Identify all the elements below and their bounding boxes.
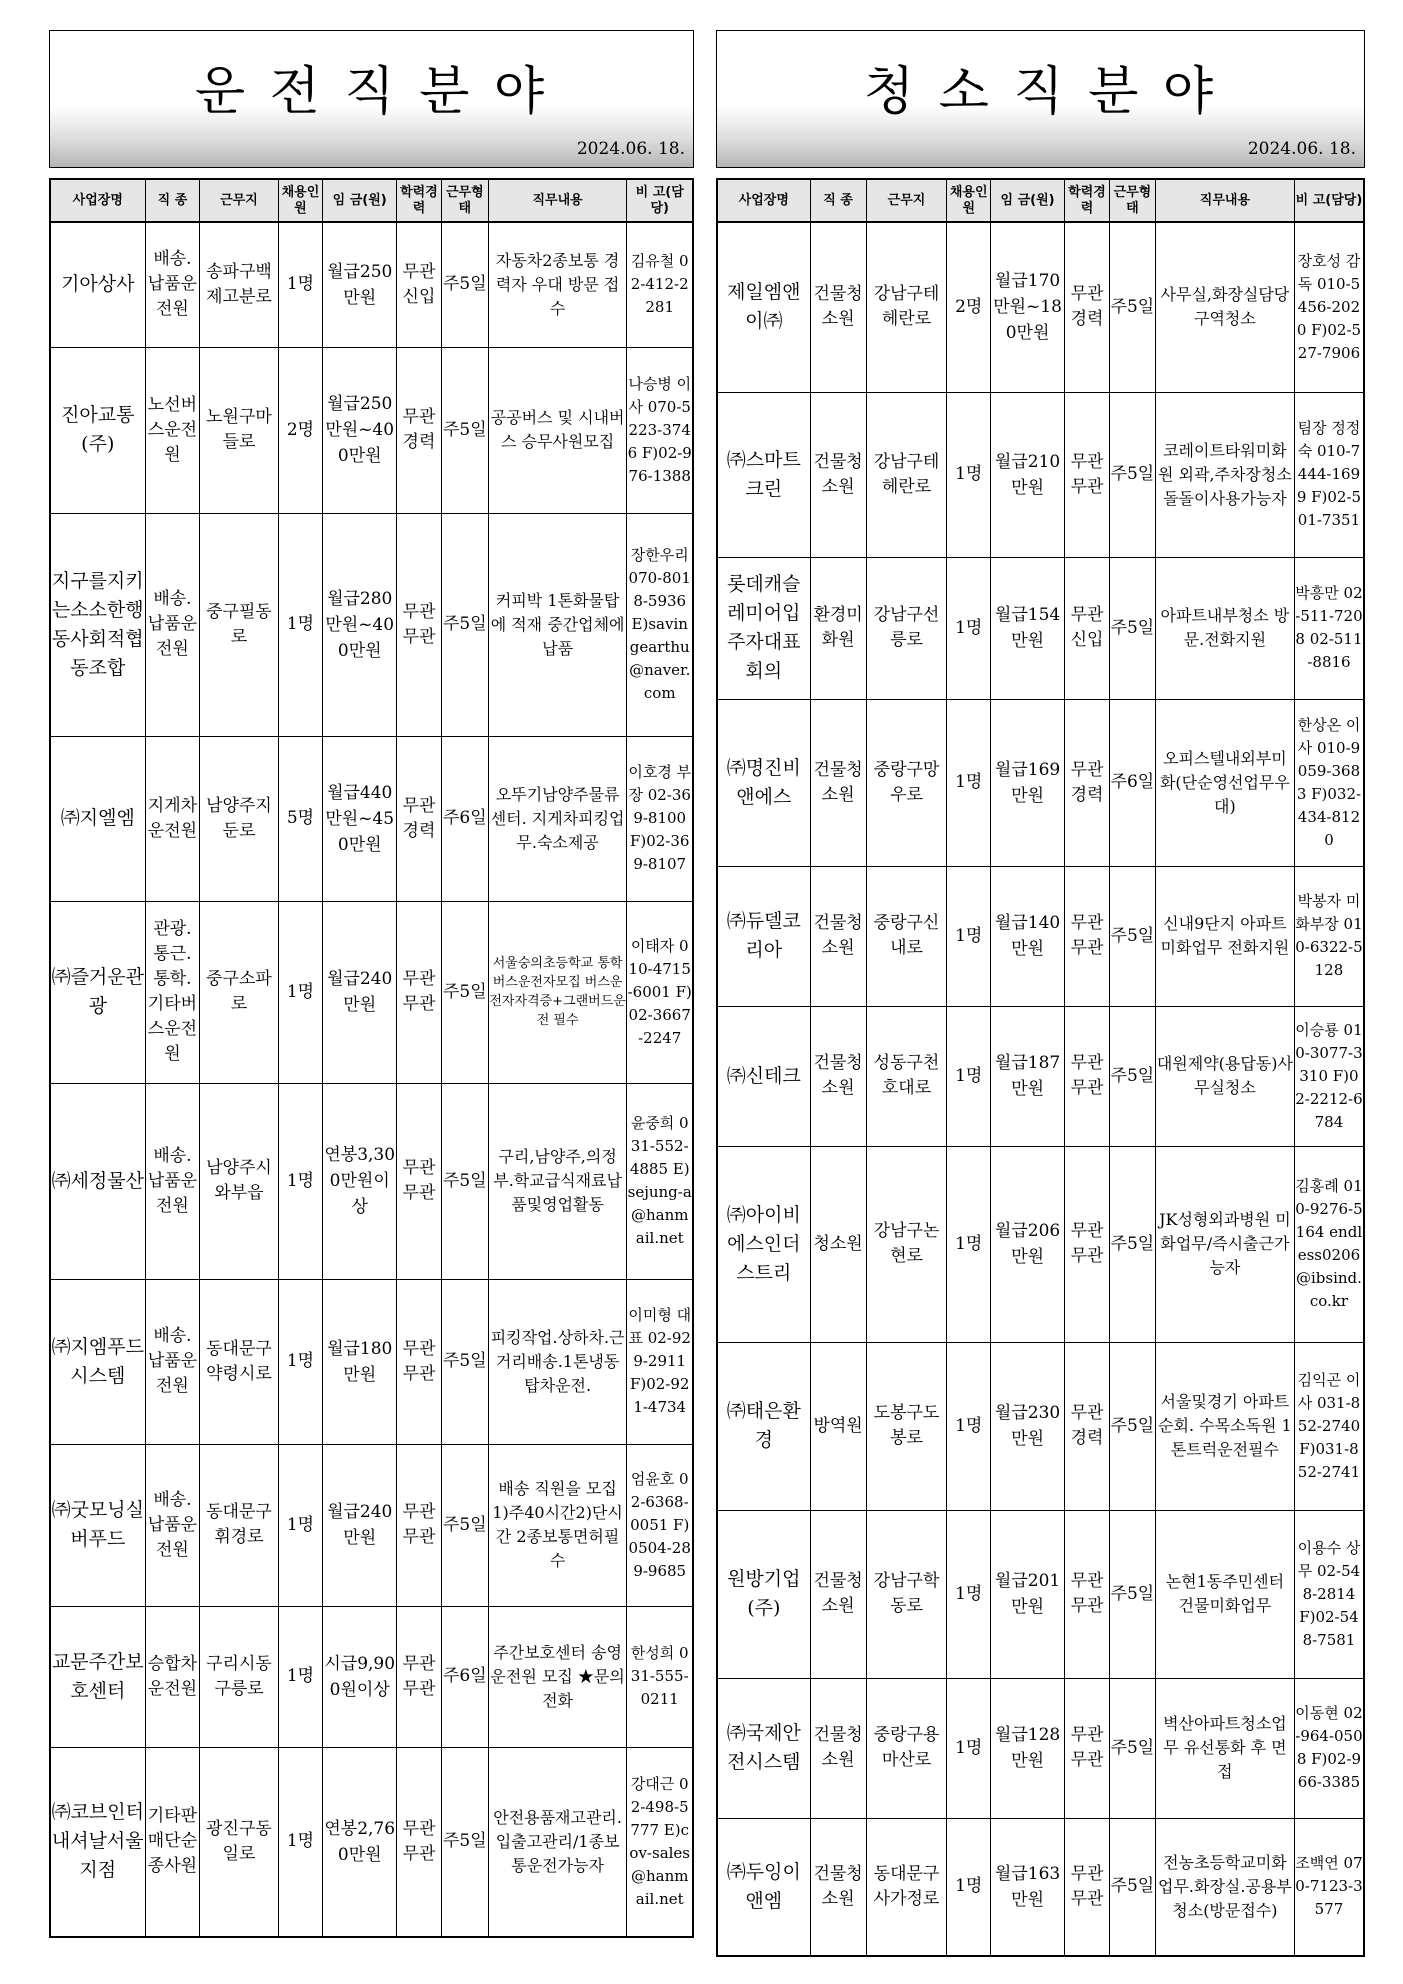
- work-schedule: 주5일: [1109, 1342, 1155, 1510]
- table-row: [717, 1818, 1364, 1956]
- wage: 월급440만원~450만원: [323, 736, 397, 901]
- driving-date: 2024.06. 18.: [576, 139, 685, 159]
- job-duties: 아파트내부청소 방문.전화지원: [1155, 557, 1294, 699]
- hire-count: 1명: [947, 1678, 991, 1818]
- hire-count: 5명: [278, 736, 323, 901]
- job-duties: 논현1동주민센터 건물미화업무: [1155, 1510, 1294, 1678]
- hire-count: 1명: [947, 1006, 991, 1146]
- driving-panel: [49, 30, 694, 1908]
- company-name: ㈜명진비앤에스: [717, 699, 810, 866]
- work-location: 중구소파로: [200, 901, 278, 1083]
- table-row: [50, 222, 693, 347]
- company-name: ㈜듀델코리아: [717, 866, 810, 1006]
- wage: 월급170만원~180만원: [991, 222, 1065, 392]
- hire-count: 2명: [947, 222, 991, 392]
- table-row: [50, 1083, 693, 1279]
- column-header: 임 금(원): [991, 179, 1065, 222]
- education-experience: 무관신입: [397, 222, 442, 347]
- cleaning-jobs-table: [716, 178, 1365, 1957]
- job-type: 배송.납품운전원: [145, 1444, 200, 1606]
- hire-count: 1명: [278, 1279, 323, 1444]
- table-row: [717, 1678, 1364, 1818]
- company-name: 원방기업(주): [717, 1510, 810, 1678]
- hire-count: 2명: [278, 347, 323, 513]
- column-header: 임 금(원): [323, 179, 397, 222]
- contact-info: 이용수 상무 02-548-2814 F)02-548-7581: [1294, 1510, 1364, 1678]
- work-schedule: 주6일: [441, 1606, 488, 1747]
- table-row: [50, 1747, 693, 1937]
- job-duties: 전농초등학교미화업무.화장실.공용부청소(방문접수): [1155, 1818, 1294, 1956]
- hire-count: 1명: [947, 699, 991, 866]
- job-type: 건물청소원: [810, 1678, 866, 1818]
- education-experience: 무관무관: [397, 1444, 442, 1606]
- contact-info: 한상온 이사 010-9059-3683 F)032-434-8120: [1294, 699, 1364, 866]
- column-header: 직무내용: [488, 179, 627, 222]
- wage: 시급9,900원이상: [323, 1606, 397, 1747]
- company-name: ㈜태은환경: [717, 1342, 810, 1510]
- wage: 월급201만원: [991, 1510, 1065, 1678]
- company-name: 롯데캐슬레미어입주자대표회의: [717, 557, 810, 699]
- job-duties: 배송 직원을 모집 1)주40시간2)단시간 2종보통면허필수: [488, 1444, 627, 1606]
- wage: 월급210만원: [991, 392, 1065, 557]
- hire-count: 1명: [947, 866, 991, 1006]
- wage: 월급163만원: [991, 1818, 1065, 1956]
- work-location: 남양주지둔로: [200, 736, 278, 901]
- job-duties: 신내9단지 아파트 미화업무 전화지원: [1155, 866, 1294, 1006]
- job-duties: 공공버스 및 시내버스 승무사원모집: [488, 347, 627, 513]
- education-experience: 무관무관: [1065, 1146, 1110, 1342]
- table-row: [717, 866, 1364, 1006]
- work-schedule: 주5일: [1109, 222, 1155, 392]
- education-experience: 무관무관: [1065, 1006, 1110, 1146]
- job-duties: 안전용품재고관리.입출고관리/1종보통운전가능자: [488, 1747, 627, 1937]
- wage: 월급250만원: [323, 222, 397, 347]
- work-schedule: 주5일: [1109, 1006, 1155, 1146]
- education-experience: 무관경력: [397, 347, 442, 513]
- job-type: 건물청소원: [810, 699, 866, 866]
- column-header: 근무형태: [441, 179, 488, 222]
- work-location: 남양주시와부읍: [200, 1083, 278, 1279]
- column-header: 직 종: [145, 179, 200, 222]
- cleaning-date: 2024.06. 18.: [1247, 139, 1356, 159]
- education-experience: 무관경력: [1065, 1342, 1110, 1510]
- table-row: [50, 347, 693, 513]
- hire-count: 1명: [278, 901, 323, 1083]
- hire-count: 1명: [278, 513, 323, 736]
- hire-count: 1명: [947, 557, 991, 699]
- work-location: 강남구논현로: [866, 1146, 947, 1342]
- job-type: 노선버스운전원: [145, 347, 200, 513]
- table-row: [50, 1444, 693, 1606]
- column-header: 채용인원: [278, 179, 323, 222]
- table-row: [50, 736, 693, 901]
- company-name: 제일엠앤이㈜: [717, 222, 810, 392]
- column-header: 비 고(담당): [1294, 179, 1364, 222]
- company-name: ㈜신테크: [717, 1006, 810, 1146]
- company-name: ㈜국제안전시스템: [717, 1678, 810, 1818]
- work-schedule: 주5일: [441, 1444, 488, 1606]
- wage: 월급128만원: [991, 1678, 1065, 1818]
- hire-count: 1명: [947, 1146, 991, 1342]
- hire-count: 1명: [278, 222, 323, 347]
- education-experience: 무관무관: [1065, 1510, 1110, 1678]
- company-name: ㈜스마트크린: [717, 392, 810, 557]
- company-name: 기아상사: [50, 222, 145, 347]
- education-experience: 무관무관: [397, 1606, 442, 1747]
- contact-info: 박흥만 02-511-7208 02-511-8816: [1294, 557, 1364, 699]
- work-schedule: 주6일: [1109, 699, 1155, 866]
- work-location: 중랑구망우로: [866, 699, 947, 866]
- driving-jobs-table: [49, 178, 694, 1938]
- contact-info: 장한우리 070-8018-5936 E)savingearthu@naver.com: [627, 513, 693, 736]
- wage: 월급154만원: [991, 557, 1065, 699]
- contact-info: 이미형 대표 02-929-2911 F)02-921-4734: [627, 1279, 693, 1444]
- table-row: [50, 1279, 693, 1444]
- wage: 월급180만원: [323, 1279, 397, 1444]
- column-header: 학력경력: [397, 179, 442, 222]
- contact-info: 이호경 부장 02-369-8100 F)02-369-8107: [627, 736, 693, 901]
- work-location: 중랑구신내로: [866, 866, 947, 1006]
- contact-info: 팀장 정정숙 010-7444-1699 F)02-501-7351: [1294, 392, 1364, 557]
- work-location: 중구필동로: [200, 513, 278, 736]
- work-schedule: 주5일: [1109, 557, 1155, 699]
- job-duties: 오뚜기남양주물류센터. 지게차피킹업무.숙소제공: [488, 736, 627, 901]
- education-experience: 무관무관: [397, 901, 442, 1083]
- wage: 월급187만원: [991, 1006, 1065, 1146]
- contact-info: 이동현 02-964-0508 F)02-966-3385: [1294, 1678, 1364, 1818]
- table-row: [717, 1006, 1364, 1146]
- education-experience: 무관무관: [397, 1279, 442, 1444]
- wage: 연봉2,760만원: [323, 1747, 397, 1937]
- contact-info: 엄윤호 02-6368-0051 F)0504-289-9685: [627, 1444, 693, 1606]
- column-header: 직무내용: [1155, 179, 1294, 222]
- company-name: 교문주간보호센터: [50, 1606, 145, 1747]
- company-name: ㈜지엠푸드시스템: [50, 1279, 145, 1444]
- work-schedule: 주5일: [1109, 392, 1155, 557]
- education-experience: 무관무관: [397, 513, 442, 736]
- work-schedule: 주5일: [441, 347, 488, 513]
- job-type: 환경미화원: [810, 557, 866, 699]
- work-location: 송파구백제고분로: [200, 222, 278, 347]
- company-name: ㈜아이비에스인더스트리: [717, 1146, 810, 1342]
- job-duties: 사무실,화장실담당구역청소: [1155, 222, 1294, 392]
- work-schedule: 주5일: [1109, 1678, 1155, 1818]
- work-location: 강남구선릉로: [866, 557, 947, 699]
- job-type: 기타판매단순종사원: [145, 1747, 200, 1937]
- work-schedule: 주5일: [441, 1083, 488, 1279]
- job-duties: 구리,남양주,의정부.학교급식재료납품및영업활동: [488, 1083, 627, 1279]
- job-duties: 코레이트타워미화원 외곽,주차장청소 돌돌이사용가능자: [1155, 392, 1294, 557]
- work-location: 노원구마들로: [200, 347, 278, 513]
- contact-info: 김유철 02-412-2281: [627, 222, 693, 347]
- driving-title: 운 전 직 분 야: [194, 62, 549, 122]
- education-experience: 무관경력: [1065, 699, 1110, 866]
- work-location: 강남구학동로: [866, 1510, 947, 1678]
- work-schedule: 주5일: [1109, 1510, 1155, 1678]
- job-duties: 대원제약(용답동)사무실청소: [1155, 1006, 1294, 1146]
- job-type: 배송.납품운전원: [145, 513, 200, 736]
- work-schedule: 주5일: [1109, 866, 1155, 1006]
- column-header: 근무지: [866, 179, 947, 222]
- work-schedule: 주5일: [441, 1747, 488, 1937]
- table-row: [717, 1146, 1364, 1342]
- contact-info: 한성희 031-555-0211: [627, 1606, 693, 1747]
- contact-info: 장호성 감독 010-5456-2020 F)02-527-7906: [1294, 222, 1364, 392]
- education-experience: 무관경력: [397, 736, 442, 901]
- hire-count: 1명: [278, 1747, 323, 1937]
- education-experience: 무관무관: [1065, 1818, 1110, 1956]
- table-row: [717, 699, 1364, 866]
- work-location: 광진구동일로: [200, 1747, 278, 1937]
- job-duties: 오피스텔내외부미화(단순영선업무우대): [1155, 699, 1294, 866]
- wage: 월급250만원~400만원: [323, 347, 397, 513]
- job-type: 지게차운전원: [145, 736, 200, 901]
- work-location: 강남구테헤란로: [866, 222, 947, 392]
- cleaning-title: 청 소 직 분 야: [863, 62, 1218, 122]
- hire-count: 1명: [278, 1083, 323, 1279]
- job-type: 건물청소원: [810, 1818, 866, 1956]
- work-location: 성동구천호대로: [866, 1006, 947, 1146]
- job-duties: 자동차2종보통 경력자 우대 방문 접수: [488, 222, 627, 347]
- column-header: 학력경력: [1065, 179, 1110, 222]
- table-row: [717, 557, 1364, 699]
- contact-info: 김홍례 010-9276-5164 endless0206@ibsind.co.kr: [1294, 1146, 1364, 1342]
- work-schedule: 주5일: [441, 901, 488, 1083]
- company-name: ㈜두잉이앤엠: [717, 1818, 810, 1956]
- hire-count: 1명: [947, 1510, 991, 1678]
- education-experience: 무관무관: [1065, 866, 1110, 1006]
- job-type: 배송.납품운전원: [145, 1279, 200, 1444]
- hire-count: 1명: [278, 1444, 323, 1606]
- job-duties: 벽산아파트청소업무 유선통화 후 면접: [1155, 1678, 1294, 1818]
- education-experience: 무관신입: [1065, 557, 1110, 699]
- contact-info: 이승룡 010-3077-3310 F)02-2212-6784: [1294, 1006, 1364, 1146]
- education-experience: 무관경력: [1065, 222, 1110, 392]
- work-schedule: 주5일: [1109, 1146, 1155, 1342]
- wage: 월급240만원: [323, 1444, 397, 1606]
- work-location: 도봉구도봉로: [866, 1342, 947, 1510]
- hire-count: 1명: [947, 392, 991, 557]
- work-schedule: 주5일: [441, 222, 488, 347]
- contact-info: 강대근 02-498-5777 E)cov-sales@hanmail.net: [627, 1747, 693, 1937]
- job-duties: 서울숭의초등학교 통학버스운전자모집 버스운전자자격증+그랜버드운전 필수: [488, 901, 627, 1083]
- contact-info: 김익곤 이사 031-852-2740 F)031-852-2741: [1294, 1342, 1364, 1510]
- contact-info: 이태자 010-4715-6001 F)02-3667-2247: [627, 901, 693, 1083]
- work-schedule: 주5일: [1109, 1818, 1155, 1956]
- company-name: 진아교통(주): [50, 347, 145, 513]
- work-schedule: 주5일: [441, 1279, 488, 1444]
- education-experience: 무관무관: [1065, 1678, 1110, 1818]
- job-type: 건물청소원: [810, 1510, 866, 1678]
- work-schedule: 주5일: [441, 513, 488, 736]
- column-header: 근무형태: [1109, 179, 1155, 222]
- education-experience: 무관무관: [397, 1747, 442, 1937]
- job-type: 관광.통근.통학.기타버스운전원: [145, 901, 200, 1083]
- table-row: [50, 1606, 693, 1747]
- work-location: 동대문구약령시로: [200, 1279, 278, 1444]
- company-name: 지구를지키는소소한행동사회적협동조합: [50, 513, 145, 736]
- work-location: 동대문구휘경로: [200, 1444, 278, 1606]
- job-duties: 피킹작업.상하차.근거리배송.1톤냉동탑차운전.: [488, 1279, 627, 1444]
- column-header: 근무지: [200, 179, 278, 222]
- hire-count: 1명: [947, 1818, 991, 1956]
- wage: 월급169만원: [991, 699, 1065, 866]
- wage: 월급240만원: [323, 901, 397, 1083]
- job-type: 건물청소원: [810, 1006, 866, 1146]
- job-type: 건물청소원: [810, 392, 866, 557]
- work-location: 구리시동구릉로: [200, 1606, 278, 1747]
- education-experience: 무관무관: [1065, 392, 1110, 557]
- job-duties: 커피박 1톤화물탑에 적재 중간업체에 납품: [488, 513, 627, 736]
- company-name: ㈜굿모닝실버푸드: [50, 1444, 145, 1606]
- wage: 월급206만원: [991, 1146, 1065, 1342]
- work-schedule: 주6일: [441, 736, 488, 901]
- wage: 월급140만원: [991, 866, 1065, 1006]
- job-type: 배송.납품운전원: [145, 222, 200, 347]
- job-type: 승합차운전원: [145, 1606, 200, 1747]
- column-header: 채용인원: [947, 179, 991, 222]
- job-type: 건물청소원: [810, 866, 866, 1006]
- job-type: 배송.납품운전원: [145, 1083, 200, 1279]
- job-type: 건물청소원: [810, 222, 866, 392]
- hire-count: 1명: [947, 1342, 991, 1510]
- company-name: ㈜즐거운관광: [50, 901, 145, 1083]
- company-name: ㈜코브인터내셔날서울지점: [50, 1747, 145, 1937]
- table-row: [717, 1510, 1364, 1678]
- hire-count: 1명: [278, 1606, 323, 1747]
- job-duties: 서울및경기 아파트순회. 수목소독원 1톤트럭운전필수: [1155, 1342, 1294, 1510]
- contact-info: 박봉자 미화부장 010-6322-5128: [1294, 866, 1364, 1006]
- table-row: [50, 901, 693, 1083]
- wage: 연봉3,300만원이상: [323, 1083, 397, 1279]
- contact-info: 윤중희 031-552-4885 E)sejung-a@hanmail.net: [627, 1083, 693, 1279]
- wage: 월급230만원: [991, 1342, 1065, 1510]
- education-experience: 무관무관: [397, 1083, 442, 1279]
- cleaning-header: [716, 30, 1365, 168]
- contact-info: 나승병 이사 070-5223-3746 F)02-976-1388: [627, 347, 693, 513]
- job-type: 청소원: [810, 1146, 866, 1342]
- job-duties: 주간보호센터 송영운전원 모집 ★문의 전화: [488, 1606, 627, 1747]
- contact-info: 조백연 070-7123-3577: [1294, 1818, 1364, 1956]
- company-name: ㈜세정물산: [50, 1083, 145, 1279]
- table-row: [717, 222, 1364, 392]
- table-row: [717, 1342, 1364, 1510]
- column-header: 비 고(담당): [627, 179, 693, 222]
- work-location: 동대문구사가정로: [866, 1818, 947, 1956]
- cleaning-panel: [716, 30, 1365, 1920]
- work-location: 중랑구용마산로: [866, 1678, 947, 1818]
- column-header: 사업장명: [717, 179, 810, 222]
- driving-header: [49, 30, 694, 168]
- wage: 월급280만원~400만원: [323, 513, 397, 736]
- table-row: [717, 392, 1364, 557]
- job-type: 방역원: [810, 1342, 866, 1510]
- column-header: 직 종: [810, 179, 866, 222]
- work-location: 강남구테헤란로: [866, 392, 947, 557]
- column-header: 사업장명: [50, 179, 145, 222]
- company-name: ㈜지엘엠: [50, 736, 145, 901]
- job-duties: JK성형외과병원 미화업무/즉시출근가능자: [1155, 1146, 1294, 1342]
- table-row: [50, 513, 693, 736]
